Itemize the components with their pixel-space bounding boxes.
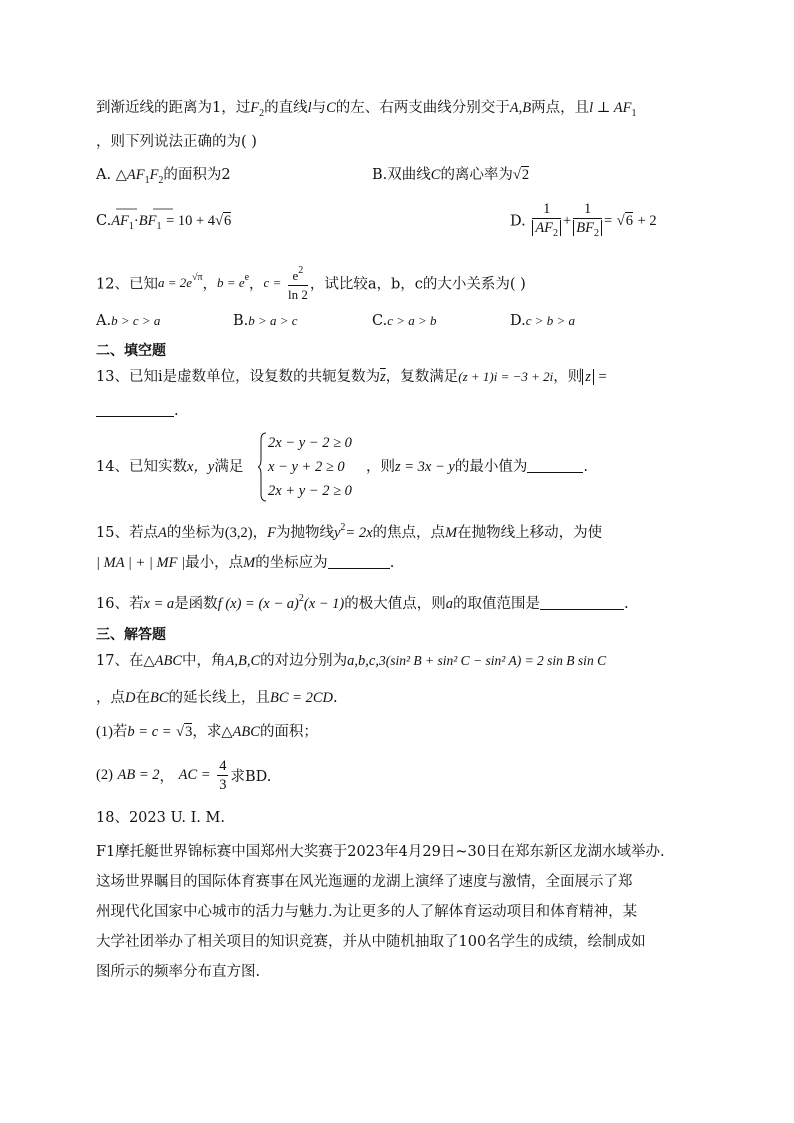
math-sub: 2 <box>553 228 559 239</box>
period: . <box>332 690 338 706</box>
math: AF <box>535 220 554 236</box>
q11-text: 与 <box>311 100 327 116</box>
q11-text: 的左、右两支曲线分别交于 <box>335 100 510 116</box>
math-sup: 2 <box>298 265 304 276</box>
option-label: D. <box>510 213 526 230</box>
q11-option-d: D. $\frac{1}{AF_2}$ + $\frac{1}{BF_2}$ = √6 + 2 <box>510 200 657 243</box>
fraction <box>217 757 228 794</box>
fraction-numerator <box>288 262 308 286</box>
q13-answer-line: . <box>96 400 179 422</box>
math: = 10 + 4 <box>166 213 216 229</box>
q11-text: 到渐近线的距离为1，过 <box>96 100 251 116</box>
q17-text: 在 <box>135 690 150 706</box>
q12-b: b = e <box>217 275 245 290</box>
q15-text: ， <box>252 525 268 541</box>
math: b = c = <box>127 724 172 740</box>
math: BC = 2CD <box>270 690 333 706</box>
q14-text: 的最小值为 <box>454 459 528 475</box>
fraction-denominator <box>532 219 561 243</box>
math: a <box>445 596 453 612</box>
fraction-denominator <box>573 219 602 243</box>
q12-stem <box>96 262 526 304</box>
option-label: B. <box>233 313 249 329</box>
q15-text: 的坐标为 <box>166 525 225 541</box>
math-sub: 2 <box>158 175 164 186</box>
math: AC = <box>178 767 211 783</box>
q15-line1 <box>96 517 602 544</box>
q17-text: 17、在 <box>96 653 144 669</box>
q15-text: 在抛物线上移动，为使 <box>457 525 603 541</box>
q18-para-line: 州现代化国家中心城市的活力与魅力.为让更多的人了解体育运动项目和体育精神，某 <box>96 904 638 920</box>
q15-coord: (3,2) <box>224 525 253 541</box>
math: f (x) = (x − a) <box>217 596 299 612</box>
fraction <box>573 200 602 243</box>
math: BC <box>149 690 169 706</box>
q14-text: 满足 <box>214 459 244 475</box>
inequality-1: 2x − y − 2 ≥ 0 <box>268 435 352 451</box>
q11-text: 的直线 <box>264 100 308 116</box>
q12-option-c <box>372 310 437 332</box>
q17-part2 <box>96 757 271 794</box>
q14-stem-pre <box>96 456 243 478</box>
q11-F2-sub: 2 <box>259 108 265 119</box>
q12-text: 12、已知 <box>96 276 158 293</box>
q11-option-c: $C.AF_1\cdot BF_1 = 10 + 4√6$ <box>96 213 232 232</box>
q17-text: (1)若 <box>96 724 128 740</box>
fraction-denominator: ln 2 <box>287 287 308 302</box>
math: e <box>292 268 299 283</box>
option-label: A. <box>96 313 112 329</box>
q13-text: ，则 <box>553 369 583 385</box>
q13-equation: (z + 1)i = −3 + 2i <box>458 369 554 384</box>
q15-text: 15、若点 <box>96 525 158 541</box>
q11-AB: A,B <box>509 100 532 116</box>
fraction-numerator: 1 <box>532 200 561 219</box>
equals: = <box>598 369 607 385</box>
fraction <box>532 200 561 243</box>
inequality-3: 2x + y − 2 ≥ 0 <box>268 483 352 499</box>
q13-text: 13、已知i是虚数单位，设复数的共轭复数为 <box>96 369 381 385</box>
vector-BF1: BF <box>138 213 157 229</box>
q16-text: 的极大值点，则 <box>344 596 446 612</box>
equals: = <box>603 213 613 229</box>
q11-option-a <box>96 164 231 192</box>
option-label: D. <box>510 313 526 329</box>
q15-text: 的焦点，点 <box>372 525 446 541</box>
q11-perp-sub: 1 <box>631 108 637 119</box>
q12-c: c = <box>263 275 282 290</box>
q11-line1 <box>96 97 637 125</box>
math: △ABC <box>221 724 260 740</box>
q14-text: 14、已知实数 <box>96 459 187 475</box>
math: A,B,C <box>225 653 261 669</box>
option-label: C. <box>372 313 388 329</box>
sqrt-radicand: 2 <box>521 167 530 183</box>
math-sub: 2 <box>593 228 599 239</box>
answer-blank[interactable] <box>96 402 174 417</box>
separator: ， <box>202 276 218 293</box>
q13-stem <box>96 366 607 388</box>
dot-operator: · <box>133 213 139 229</box>
answer-blank[interactable] <box>540 595 624 610</box>
q14-text: ，则 <box>366 459 395 475</box>
q12-b-exp: e <box>244 272 250 283</box>
inequality-2: x − y + 2 ≥ 0 <box>268 459 345 475</box>
option-expr: b > c > a <box>111 313 161 328</box>
option-expr: c > b > a <box>525 313 576 328</box>
math-sup: 2 <box>298 593 304 604</box>
q14-z: z = 3x − y <box>395 459 455 475</box>
q15-text: 的坐标应为 <box>255 555 328 571</box>
math: D <box>125 690 136 706</box>
fraction <box>288 262 308 304</box>
section-heading-fill-in: 二、填空题 <box>96 343 166 359</box>
q18-para-line: 这场世界瞩目的国际体育赛事在风光迤逦的龙湖上演绎了速度与激情，全面展示了郑 <box>96 874 633 890</box>
q11-perp: l ⊥ AF <box>589 100 632 116</box>
q11-F2: F <box>250 100 260 116</box>
left-brace <box>258 432 268 502</box>
vector-arrows <box>115 205 175 213</box>
section-heading-answer: 三、解答题 <box>96 627 166 643</box>
q12-text: ，试比较a，b，c的大小关系为( ) <box>309 276 526 293</box>
math: C <box>430 167 441 183</box>
option-label: B.双曲线 <box>372 167 431 183</box>
q16-text: 的取值范围是 <box>453 596 540 612</box>
option-text: 的面积为2 <box>163 167 231 183</box>
option-expr: b > a > c <box>248 313 298 328</box>
q11-question-end: ，则下列说法正确的为( ) <box>96 134 257 150</box>
answer-blank[interactable] <box>328 554 390 569</box>
q11-l: l <box>307 100 312 116</box>
q13-text: ，复数满足 <box>385 369 459 385</box>
math: + 2 <box>637 213 657 229</box>
q12-option-d <box>510 310 575 332</box>
q11-C: C <box>326 100 336 116</box>
math-sub: 1 <box>156 221 162 232</box>
math-sub: 1 <box>128 221 134 232</box>
q16-text: 16、若 <box>96 596 144 612</box>
q12-a: a = 2e <box>157 275 192 290</box>
q17-text: 的面积； <box>259 724 318 740</box>
math: AF <box>126 167 145 183</box>
math: BF <box>576 220 594 236</box>
math: F <box>149 167 159 183</box>
math: x = a <box>143 596 175 612</box>
separator: ， <box>159 769 175 785</box>
fraction-denominator: 3 <box>219 777 227 793</box>
q15-expr: | MA | + | MF | <box>96 555 186 571</box>
math: (x − 1) <box>303 596 345 612</box>
vector-AF1: AF <box>111 213 129 229</box>
option-text: 的离心率为 <box>440 167 513 183</box>
plus: + <box>563 213 572 229</box>
q14-stem-post: ，则z = 3x − y的最小值为 . <box>366 459 588 475</box>
q13-abs-z: z <box>582 369 594 385</box>
math: AB = 2 <box>117 767 160 783</box>
q17-line2 <box>96 687 338 709</box>
q17-text: 的对边分别为 <box>260 653 348 669</box>
q11-line2 <box>96 131 257 153</box>
q18-para-line: 大学社团举办了相关项目的知识竞赛，并从中随机抽取了100名学生的成绩，绘制成如 <box>96 934 646 950</box>
math-sub: 1 <box>144 175 150 186</box>
option-expr: c > a > b <box>387 313 437 328</box>
fraction-numerator: 1 <box>573 200 602 219</box>
q12-a-exp: √π <box>192 272 203 283</box>
math: M <box>445 525 458 541</box>
q11-text: 两点，且 <box>531 100 590 116</box>
math-sup: 2 <box>340 522 346 533</box>
q14-inequality-system <box>258 432 368 502</box>
math: a,b,c, <box>347 653 379 669</box>
sqrt-radicand: 6 <box>625 213 633 229</box>
q12-option-a <box>96 310 160 332</box>
q18-para-line: 图所示的频率分布直方图. <box>96 964 261 980</box>
separator: ， <box>249 276 264 293</box>
math: △ABC <box>143 653 182 669</box>
sqrt-radicand: 6 <box>224 213 232 229</box>
q15-text: 为抛物线 <box>275 525 334 541</box>
math: M <box>243 555 256 571</box>
q17-part1: (1)若b = c = √3，求△ABC的面积； <box>96 724 318 740</box>
q17-equation: 3(sin² B + sin² C − sin² A) = 2 sin B sin C <box>378 653 607 668</box>
q17-text: ，求 <box>192 724 222 740</box>
q18-head: 18、2023 U. I. M. <box>96 810 225 826</box>
q16-stem: 16、若x = a是函数f $(x) = (x - a)^2(x - 1)$的极大值点，则a的取值范围是 . <box>96 593 629 612</box>
q17-text: 中，角 <box>182 653 226 669</box>
q17-text: ，点 <box>96 690 125 706</box>
sqrt-radicand: 3 <box>185 724 193 740</box>
math: y <box>333 525 341 541</box>
fraction-numerator: 4 <box>219 758 227 774</box>
q17-text: (2) <box>96 767 113 783</box>
q15-text: 最小，点 <box>185 555 244 571</box>
q18-para-line: F1摩托艇世界锦标赛中国郑州大奖赛于2023年4月29日~30日在郑东新区龙湖水域举办. <box>96 844 665 860</box>
q17-text: 求BD. <box>230 769 272 785</box>
math: A <box>157 525 167 541</box>
answer-blank[interactable] <box>527 458 583 473</box>
q12-option-b <box>233 310 298 332</box>
q16-text: 是函数 <box>174 596 218 612</box>
math: = 2x <box>345 525 373 541</box>
option-label: A. △ <box>96 167 127 183</box>
q13-zbar: $\overline{z}$ <box>380 369 386 385</box>
q17-text: 的延长线上，且 <box>168 690 271 706</box>
math: F <box>267 525 276 541</box>
q15-line2: | MA | + | MF |最小，点M的坐标应为 . <box>96 555 395 571</box>
option-label: C. <box>96 213 112 229</box>
q17-line1 <box>96 650 606 672</box>
q14-xy: x，y <box>186 459 215 475</box>
q11-option-b: B.双曲线C的离心率为√2 <box>372 167 530 183</box>
